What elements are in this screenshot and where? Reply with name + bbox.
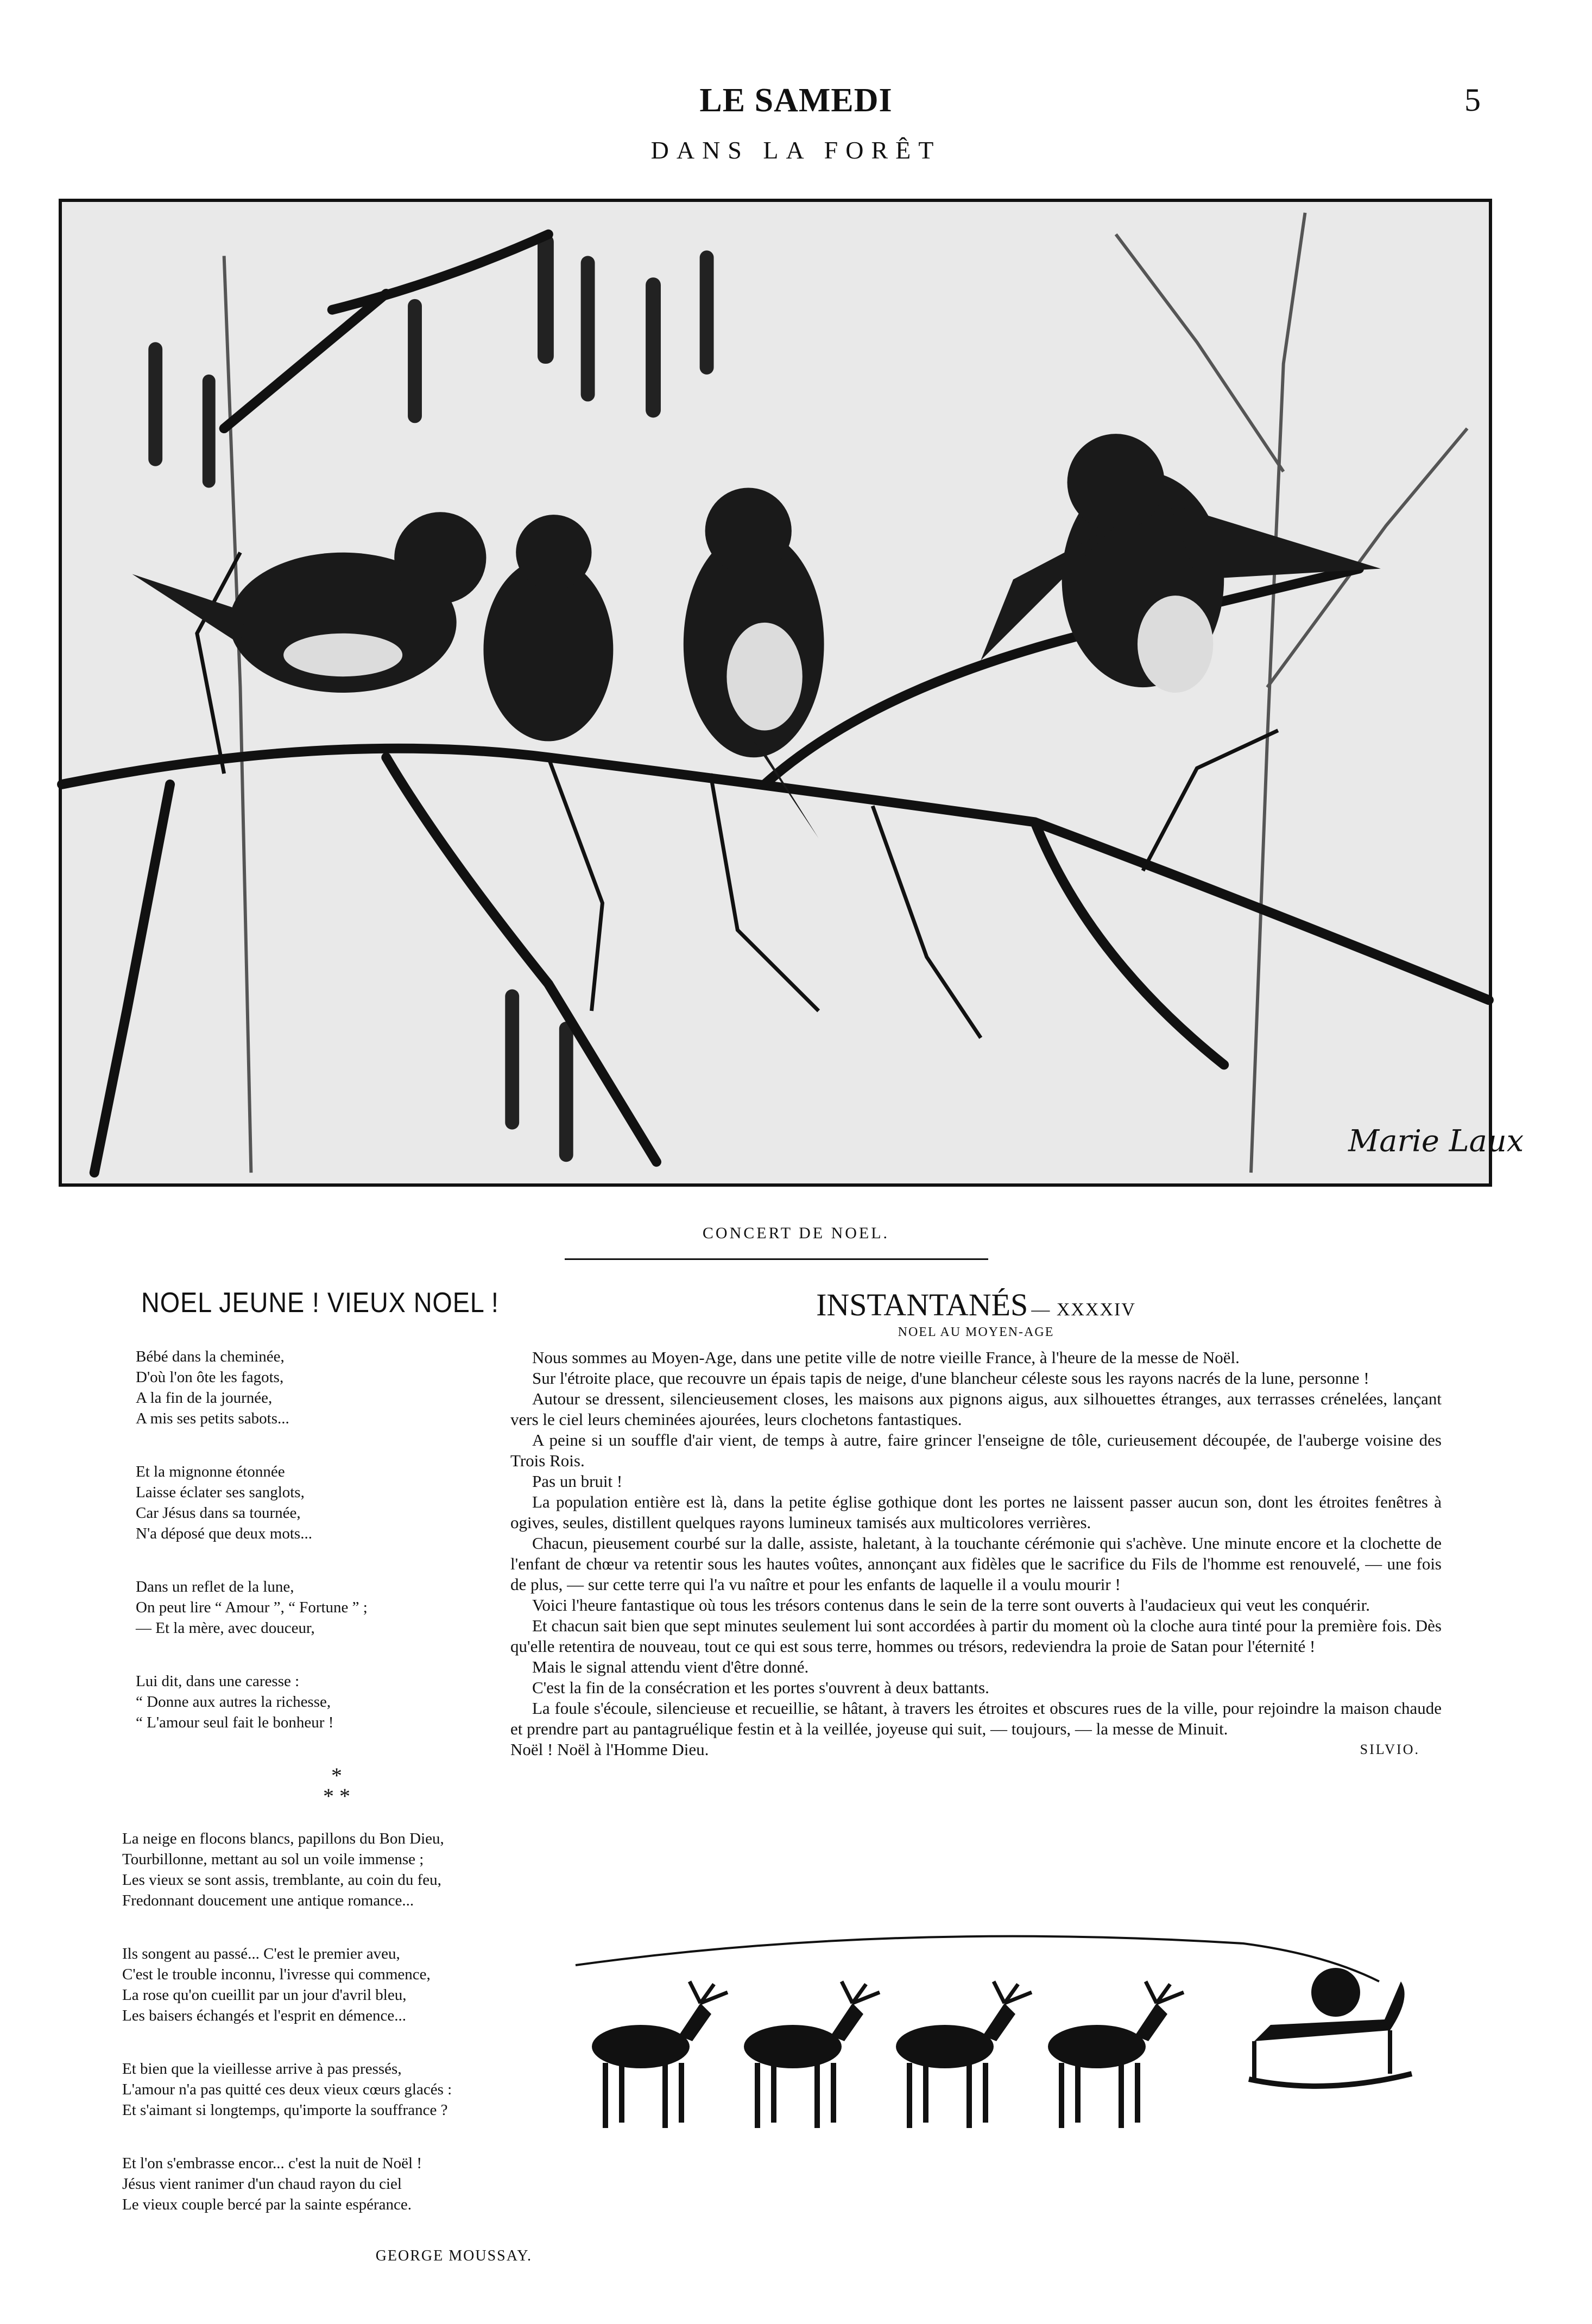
poem-line: Le vieux couple bercé par la sainte espérance.	[122, 2196, 412, 2213]
poem-line: A la fin de la journée,	[136, 1389, 273, 1407]
article-signature: SILVIO.	[1360, 1742, 1420, 1757]
asterism-separator: * * *	[323, 1763, 350, 1808]
poem-line: Et l'on s'embrasse encor... c'est la nuit de Noël !	[122, 2155, 422, 2172]
poem-title: NOEL JEUNE ! VIEUX NOEL !	[141, 1287, 499, 1319]
article-paragraph: C'est la fin de la consécration et les portes s'ouvrent à deux battants.	[532, 1678, 989, 1697]
poem-line: Les vieux se sont assis, tremblante, au coin du feu,	[122, 1871, 441, 1889]
article-paragraph: Sur l'étroite place, que recouvre un épais tapis de neige, d'une blancheur céleste sous les rayons nacrés de la lune, personne !	[532, 1369, 1369, 1388]
poem-line: Car Jésus dans sa tournée,	[136, 1504, 301, 1522]
poem-line: Dans un reflet de la lune,	[136, 1578, 294, 1595]
poem-stanza	[122, 2059, 548, 2120]
article-paragraph: Pas un bruit !	[532, 1472, 623, 1491]
article-column	[510, 1287, 1442, 1760]
poem-line: Et bien que la vieillesse arrive à pas pressés,	[122, 2060, 402, 2078]
poem-line: L'amour n'a pas quitté ces deux vieux cœurs glacés :	[122, 2081, 452, 2098]
poem-line: Tourbillonne, mettant au sol un voile immense ;	[122, 1851, 424, 1868]
poem-line: Laisse éclater ses sanglots,	[136, 1484, 305, 1501]
poem-stanza	[136, 1671, 548, 1733]
poem-stanzas-part2	[122, 1828, 548, 2215]
article-closing-line	[510, 1739, 1442, 1760]
article-paragraph: Autour se dressent, silencieusement closes, les maisons aux pignons aigus, aux silhouettes étranges, aux terrasses crénelées, lançant vers le ciel leurs cheminées ajourées, leurs clochetons fantastiques.	[510, 1389, 1442, 1429]
poem-line: Jésus vient ranimer d'un chaud rayon du ciel	[122, 2175, 402, 2193]
engraving-image	[62, 202, 1524, 1183]
poem-line: La neige en flocons blancs, papillons du Bon Dieu,	[122, 1830, 444, 1847]
poem-stanza	[136, 1346, 548, 1429]
artist-signature: Marie Laux	[1348, 1123, 1524, 1159]
poem-line: Lui dit, dans une caresse :	[136, 1673, 300, 1690]
reindeer-sleigh-illustration	[565, 1900, 1444, 2155]
poem-column	[122, 1287, 548, 2265]
poem-line: “ Donne aux autres la richesse,	[136, 1693, 331, 1711]
article-paragraph: Et chacun sait bien que sept minutes seulement lui sont accordées à partir du moment où la cloche aura tinté pour la première fois. Dès qu'elle retentira de nouveau, tout ce qui est sous terre, hommes ou trésors, redeviendra la proie de Satan pour l'éternité !	[510, 1616, 1442, 1656]
article-paragraph: La foule s'écoule, silencieuse et recueillie, se hâtant, à travers les étroites et obscures rues de la ville, pour rejoindre la maison chaude et prendre part au pantagruélique festin et à la veillée, joyeuse qui suit, — toujours, — la messe de Minuit.	[510, 1699, 1442, 1738]
poem-line: “ L'amour seul fait le bonheur !	[136, 1714, 334, 1731]
article-body	[510, 1347, 1442, 1739]
divider-rule	[565, 1258, 988, 1260]
article-paragraph: Nous sommes au Moyen-Age, dans une petite ville de notre vieille France, à l'heure de la messe de Noël.	[532, 1348, 1240, 1367]
article-paragraph: La population entière est là, dans la petite église gothique dont les portes ne laissent passer aucun son, dont les étroites fenêtres à ogives, seules, distillent quelques rayons lumineux tamisés aux multicolores verrières.	[510, 1492, 1442, 1532]
poem-stanza	[122, 2153, 548, 2215]
article-paragraph: Chacun, pieusement courbé sur la dalle, assiste, haletant, à la touchante cérémonie qui s'achève. Une minute encore et la clochette de l'enfant de chœur va retentir sous les hautes voûtes, annonçant aux fidèles que le sacrifice du Fils de l'homme est renouvelé, — une fois de plus, — sur cette terre qui l'a vu naître et pour les enfants de laquelle il a voulu mourir !	[510, 1534, 1442, 1594]
poem-line: La rose qu'on cueillit par un jour d'avril bleu,	[122, 1986, 407, 2004]
poem-stanza	[136, 1461, 548, 1544]
poem-stanza	[122, 1943, 548, 2026]
article-paragraph: A peine si un souffle d'air vient, de temps à autre, faire grincer l'enseigne de tôle, curieusement découpée, de l'auberge voisine des Trois Rois.	[510, 1430, 1442, 1470]
illustration-birds	[59, 199, 1524, 1187]
poem-line: D'où l'on ôte les fagots,	[136, 1369, 284, 1386]
poem-stanza	[136, 1576, 548, 1638]
closing-text: Noël ! Noël à l'Homme Dieu.	[510, 1740, 709, 1759]
poem-signature: GEORGE MOUSSAY.	[375, 2247, 532, 2264]
poem-line: Ils songent au passé... C'est le premier aveu,	[122, 1945, 400, 1962]
page-number: 5	[1464, 82, 1481, 118]
poem-line: Fredonnant doucement une antique romance...	[122, 1892, 414, 1909]
article-paragraph: Voici l'heure fantastique où tous les trésors contenus dans le sein de la terre sont ouverts à l'audacieux qui veut les conquérir.	[532, 1595, 1370, 1614]
poem-stanza	[122, 1828, 548, 1911]
poem-line: On peut lire “ Amour ”, “ Fortune ” ;	[136, 1599, 368, 1616]
newspaper-title: LE SAMEDI	[699, 82, 893, 119]
article-heading	[510, 1287, 1442, 1323]
article-number: — XXXXIV	[1031, 1300, 1136, 1320]
poem-line: N'a déposé que deux mots...	[136, 1525, 312, 1542]
article-title: INSTANTANÉS	[816, 1287, 1028, 1322]
poem-line: A mis ses petits sabots...	[136, 1410, 289, 1427]
article-paragraph: Mais le signal attendu vient d'être donné.	[532, 1657, 809, 1676]
article-subtitle: NOEL AU MOYEN-AGE	[898, 1325, 1054, 1339]
poem-line: Et la mignonne étonnée	[136, 1463, 285, 1480]
poem-line: — Et la mère, avec douceur,	[136, 1619, 315, 1637]
poem-line: Et s'aimant si longtemps, qu'importe la souffrance ?	[122, 2101, 448, 2119]
poem-line: Les baisers échangés et l'esprit en démence...	[122, 2007, 406, 2024]
section-title: DANS LA FORÊT	[650, 136, 942, 164]
poem-line: C'est le trouble inconnu, l'ivresse qui commence,	[122, 1966, 431, 1983]
sleigh-silhouette	[565, 1900, 1444, 2155]
poem-line: Bébé dans la cheminée,	[136, 1348, 285, 1365]
poem-stanzas-part1	[125, 1346, 548, 1733]
illustration-caption: CONCERT DE NOEL.	[702, 1224, 890, 1242]
